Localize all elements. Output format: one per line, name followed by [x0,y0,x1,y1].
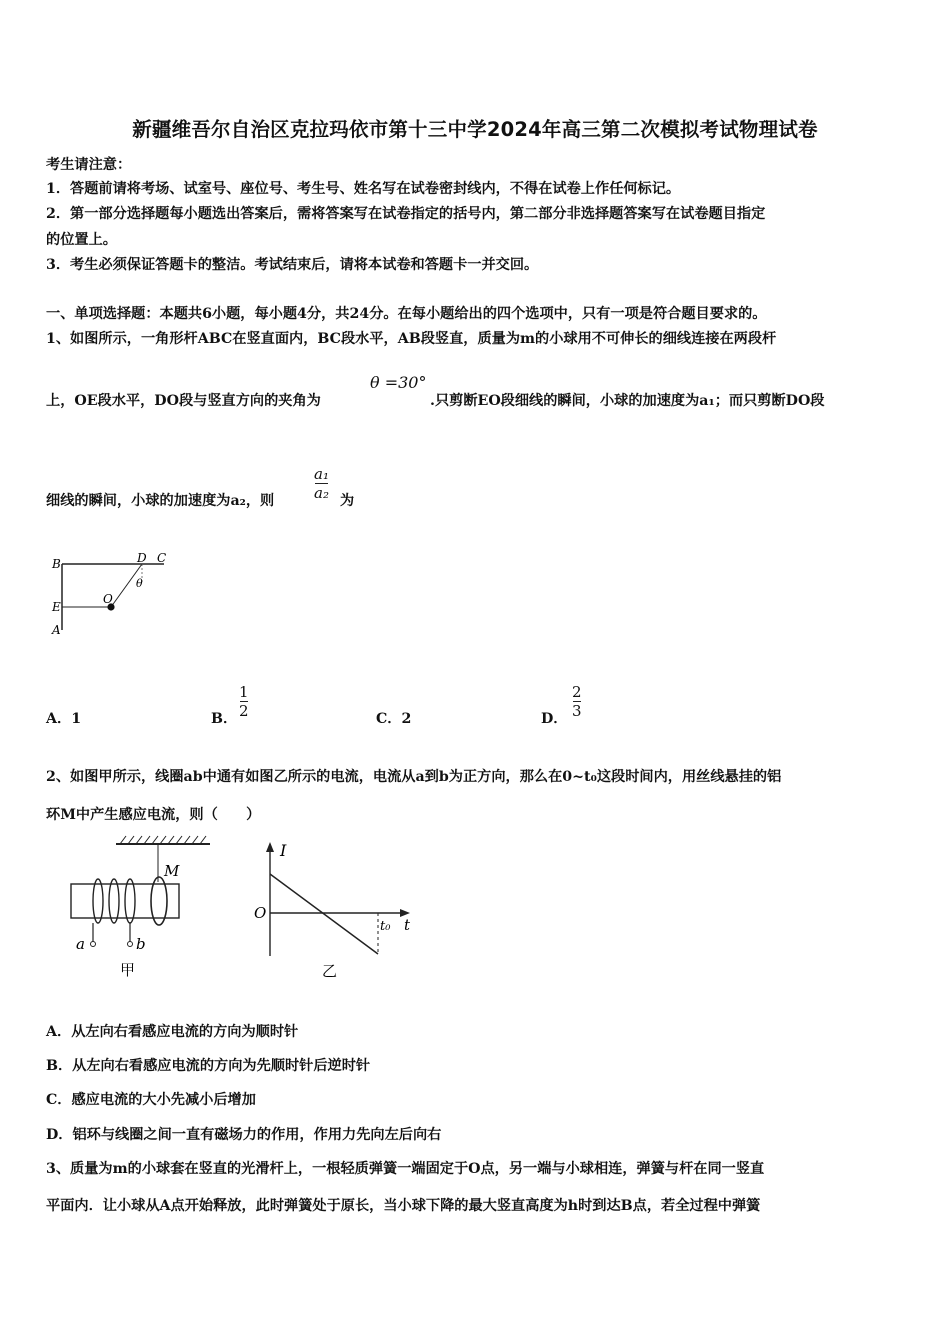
label-t0: t₀ [380,919,391,934]
label-e: E [52,600,61,614]
terminal-b [128,942,133,947]
q1-fraction [314,465,329,502]
q1-option-c-label: C． [376,711,402,727]
notice-item-2: 2．第一部分选择题每小题选出答案后，需将答案写在试卷指定的括号内，第二部分非选择题答案写在试卷题目指定 [46,206,766,222]
axis-i-arrow [266,842,274,852]
label-b: B [52,557,61,571]
q1-option-d-fraction [572,683,582,720]
q1-option-a[interactable] [46,708,81,728]
q1-option-b-num: 1 [239,683,249,701]
q1-option-b[interactable] [211,708,237,728]
q1-option-b-fraction [239,683,249,720]
q2-line2: 环M中产生感应电流，则（ ） [46,807,261,823]
label-theta: θ [136,577,143,590]
notice-item-1: 1．答题前请将考场、试室号、座位号、考生号、姓名写在试卷密封线内，不得在试卷上作任何标记。 [46,181,681,197]
q1-line3a: 细线的瞬间，小球的加速度为a₂，则 [46,493,275,509]
q1-line3b: 为 [340,493,355,509]
notice-heading: 考生请注意： [46,157,132,173]
section-heading: 一、单项选择题：本题共6小题，每小题4分，共24分。在每小题给出的四个选项中，只有一项是符合题目要求的。 [46,306,767,322]
q1-option-d-den: 3 [572,702,582,720]
q1-frac-den: a₂ [314,484,329,502]
q1-option-c[interactable] [376,708,411,728]
notice-item-2-cont: 的位置上。 [46,232,117,248]
q1-option-d-label: D． [541,711,568,727]
label-origin: O [254,904,267,922]
q2-option-b[interactable]: B．从左向右看感应电流的方向为先顺时针后逆时针 [46,1058,371,1074]
label-a: A [52,623,61,637]
q1-option-b-label: B． [211,711,238,727]
q2-figure-yi [246,836,422,984]
q1-line1: 1、如图所示，一角形杆ABC在竖直面内，BC段水平，AB段竖直，质量为m的小球用不可伸长的细线连接在两段杆 [46,331,777,347]
q1-option-c-value: 2 [401,711,412,727]
label-c: C [157,551,167,565]
q3-line1: 3、质量为m的小球套在竖直的光滑杆上，一根轻质弹簧一端固定于O点，另一端与小球相连，弹簧与杆在同一竖直 [46,1161,765,1177]
notice-item-3: 3．考生必须保证答题卡的整洁。考试结束后，请将本试卷和答题卡一并交回。 [46,257,539,273]
terminal-a [91,942,96,947]
q1-theta-formula: θ =30° [370,373,427,392]
label-b-terminal: b [136,935,146,953]
q2-option-c[interactable]: C．感应电流的大小先减小后增加 [46,1092,256,1108]
label-a-terminal: a [76,935,85,953]
q1-figure [40,548,190,643]
q1-option-d-num: 2 [572,683,582,701]
q1-line2b: .只剪断EO段细线的瞬间，小球的加速度为a₁；而只剪断DO段 [430,393,825,409]
caption-yi: 乙 [322,962,338,980]
page-title: 新疆维吾尔自治区克拉玛依市第十三中学2024年高三第二次模拟考试物理试卷 [132,118,818,141]
label-o: O [103,592,113,606]
q1-option-d[interactable] [541,708,568,728]
q1-option-a-value: 1 [71,711,82,727]
q1-frac-num: a₁ [314,465,329,483]
label-i: I [280,841,287,860]
label-d: D [137,551,147,565]
q2-option-d[interactable]: D．铝环与线圈之间一直有磁场力的作用，作用力先向左后向右 [46,1127,442,1143]
q2-line1: 2、如图甲所示，线圈ab中通有如图乙所示的电流，电流从a到b为正方向，那么在0~t₀这段时间内，用丝线悬挂的铝 [46,769,782,785]
ceiling-hatch [120,836,206,844]
q1-option-a-label: A． [46,711,72,727]
q2-figure-jia [62,832,222,980]
coil-winding [93,879,135,923]
current-line [270,874,378,954]
label-m: M [164,862,180,880]
caption-jia: 甲 [120,961,136,979]
q1-line2a: 上，OE段水平，DO段与竖直方向的夹角为 [46,393,321,409]
q3-line2: 平面内．让小球从A点开始释放，此时弹簧处于原长，当小球下降的最大竖直高度为h时到达B点，若全过程中弹簧 [46,1198,761,1214]
label-t: t [404,916,411,934]
q1-option-b-den: 2 [239,702,249,720]
q2-option-a[interactable]: A．从左向右看感应电流的方向为顺时针 [46,1024,299,1040]
